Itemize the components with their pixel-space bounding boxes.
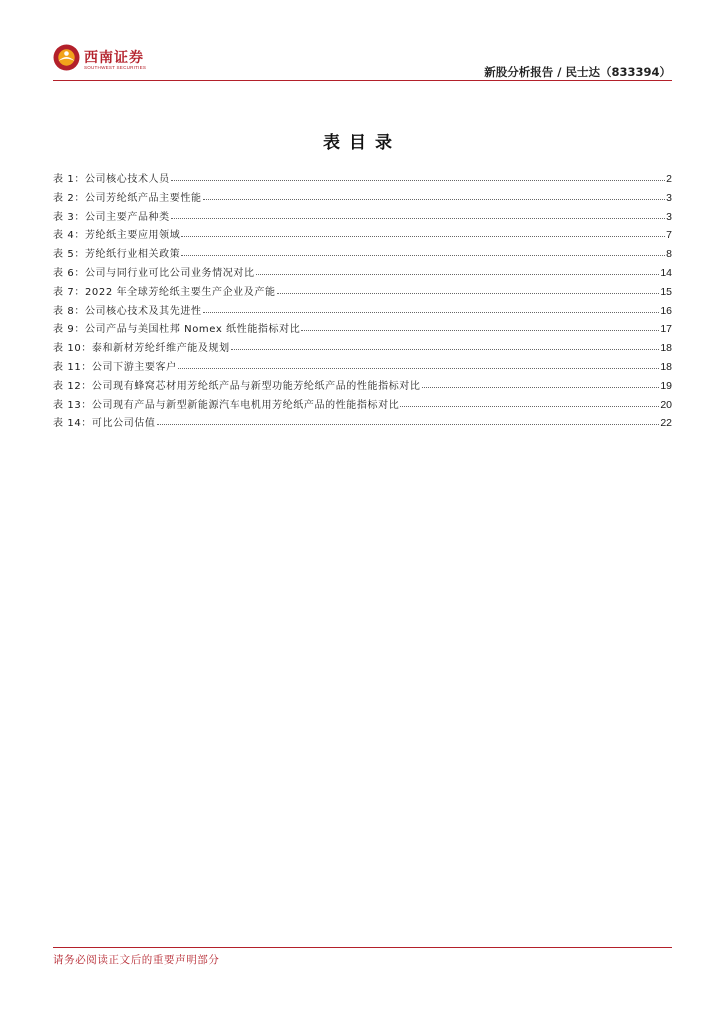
toc-entry-label: 表 5：芳纶纸行业相关政策	[53, 249, 181, 261]
toc-entry[interactable]	[53, 396, 672, 415]
toc-entry-label: 表 6：公司与同行业可比公司业务情况对比	[53, 267, 255, 279]
dot-leader	[400, 405, 659, 407]
toc-entry-label: 表 10：泰和新材芳纶纤维产能及规划	[53, 343, 230, 355]
toc-entry[interactable]	[53, 320, 672, 339]
toc-entry-page: 20	[660, 398, 672, 411]
toc-entry-label: 表 13：公司现有产品与新型新能源汽车电机用芳纶纸产品的性能指标对比	[53, 399, 400, 411]
toc-entry-page: 2	[666, 173, 672, 185]
toc-entry-page: 19	[660, 379, 672, 392]
dot-leader	[203, 311, 660, 313]
report-title: 新股分析报告 / 民士达（833394）	[484, 65, 671, 79]
dot-leader	[277, 292, 660, 294]
dot-leader	[181, 235, 665, 237]
toc-entry-label: 表 14：可比公司估值	[53, 418, 156, 430]
logo-mark-icon	[53, 44, 80, 71]
toc-entry-label: 表 11：公司下游主要客户	[53, 361, 177, 373]
toc-entry-page: 8	[666, 248, 672, 261]
toc-entry[interactable]	[53, 264, 672, 283]
dot-leader	[231, 348, 660, 350]
table-of-tables	[53, 170, 672, 433]
toc-entry-page: 17	[660, 323, 672, 336]
toc-entry[interactable]	[53, 358, 672, 377]
dot-leader	[301, 329, 659, 331]
toc-entry-label: 表 2：公司芳纶纸产品主要性能	[53, 192, 202, 204]
dot-leader	[422, 386, 660, 388]
dot-leader	[181, 254, 665, 256]
toc-entry-label: 表 7：2022 年全球芳纶纸主要生产企业及产能	[53, 286, 276, 298]
dot-leader	[171, 179, 665, 181]
toc-entry[interactable]	[53, 170, 672, 189]
dot-leader	[203, 198, 666, 200]
toc-entry[interactable]	[53, 302, 672, 321]
logo-text-en: SOUTHWEST SECURITIES	[84, 65, 147, 70]
footer-divider	[53, 947, 672, 948]
toc-entry-page: 14	[660, 266, 672, 279]
dot-leader	[178, 367, 660, 369]
toc-entry[interactable]	[53, 226, 672, 245]
toc-entry-label: 表 3：公司主要产品种类	[53, 211, 170, 223]
toc-entry-label: 表 1：公司核心技术人员	[53, 174, 170, 185]
toc-entry[interactable]	[53, 208, 672, 227]
toc-entry-page: 3	[666, 210, 672, 223]
toc-entry-label: 表 8：公司核心技术及其先进性	[53, 305, 202, 317]
toc-entry[interactable]	[53, 189, 672, 208]
toc-entry-page: 18	[660, 360, 672, 373]
toc-entry-page: 16	[660, 304, 672, 317]
header-divider	[53, 80, 672, 81]
logo-text-cn: 西南证券	[84, 50, 144, 66]
toc-entry[interactable]	[53, 339, 672, 358]
toc-entry-page: 3	[666, 191, 672, 204]
brand-logo	[53, 44, 183, 74]
dot-leader	[256, 273, 660, 275]
toc-entry[interactable]	[53, 245, 672, 264]
toc-entry-page: 15	[660, 285, 672, 298]
disclaimer-note: 请务必阅读正文后的重要声明部分	[53, 954, 220, 966]
toc-entry-page: 18	[660, 342, 672, 355]
toc-entry-page: 7	[666, 229, 672, 242]
toc-entry-page: 22	[660, 417, 672, 430]
dot-leader	[171, 217, 665, 219]
dot-leader	[157, 423, 660, 425]
toc-entry-label: 表 9：公司产品与美国杜邦 Nomex 纸性能指标对比	[53, 324, 301, 336]
toc-entry[interactable]	[53, 283, 672, 302]
toc-entry[interactable]	[53, 377, 672, 396]
toc-entry-label: 表 12：公司现有蜂窝芯材用芳纶纸产品与新型功能芳纶纸产品的性能指标对比	[53, 380, 421, 392]
toc-entry[interactable]	[53, 414, 672, 433]
toc-heading: 表目录	[323, 133, 401, 153]
toc-entry-label: 表 4：芳纶纸主要应用领域	[53, 230, 181, 242]
